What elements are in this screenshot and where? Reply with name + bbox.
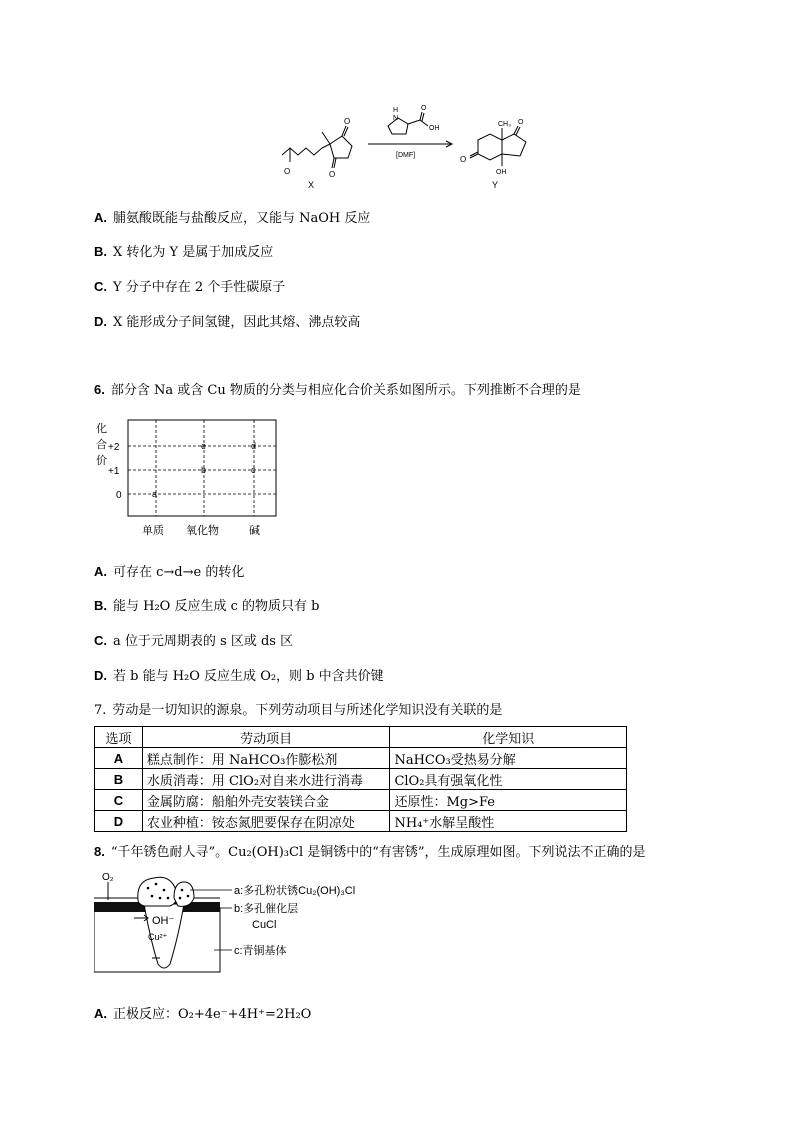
point-d: d bbox=[251, 441, 257, 451]
row-option: D bbox=[95, 811, 143, 832]
label-b: b:多孔催化层 bbox=[234, 903, 299, 915]
row-knowledge: NaHCO₃受热易分解 bbox=[390, 748, 627, 769]
row-option: C bbox=[95, 790, 143, 811]
y-ch3: CH₃ bbox=[498, 121, 511, 128]
q6-stem: 6. 部分含 Na 或含 Cu 物质的分类与相应化合价关系如图所示。下列推断不合理的是 bbox=[94, 382, 581, 398]
table-row bbox=[95, 748, 627, 769]
q5-option-c: C. Y 分子中存在 2 个手性碳原子 bbox=[94, 279, 286, 295]
molecule-y bbox=[470, 126, 526, 166]
x-oxygen-3: O bbox=[329, 170, 336, 179]
q6-option-a: A. 可存在 c→d→e 的转化 bbox=[94, 564, 245, 580]
o2-label: O₂ bbox=[102, 872, 114, 883]
header-labor: 劳动项目 bbox=[142, 727, 390, 748]
catalyst-o: O bbox=[421, 105, 427, 112]
table-row bbox=[95, 790, 627, 811]
tick-0: 0 bbox=[116, 490, 122, 501]
q7-stem: 7. 劳动是一切知识的源泉。下列劳动项目与所述化学知识没有关联的是 bbox=[94, 703, 503, 718]
row-labor: 农业种植：铵态氮肥要保存在阴凉处 bbox=[142, 811, 390, 832]
x-oxygen-1: O bbox=[284, 167, 291, 176]
label-b-cucl: CuCl bbox=[252, 919, 277, 931]
x-label-base: 碱 bbox=[249, 525, 260, 537]
row-option: A bbox=[95, 748, 143, 769]
point-a: a bbox=[152, 489, 158, 499]
q8-stem: 8. “千年锈色耐人寻”。Cu₂(OH)₃Cl 是铜锈中的“有害锈”，生成原理如图。下列说法不正确的是 bbox=[94, 844, 646, 860]
label-a: a:多孔粉状锈Cu₂(OH)₃Cl bbox=[234, 885, 356, 897]
label-y: Y bbox=[492, 180, 499, 190]
solvent-label: [DMF] bbox=[396, 152, 416, 159]
row-labor: 水质消毒：用 ClO₂对自来水进行消毒 bbox=[142, 769, 390, 790]
row-labor: 糕点制作：用 NaHCO₃作膨松剂 bbox=[142, 748, 390, 769]
point-b: b bbox=[201, 465, 207, 475]
valence-chart bbox=[94, 418, 284, 540]
table-row bbox=[95, 811, 627, 832]
tick-plus2: +2 bbox=[108, 442, 120, 453]
corrosion-diagram bbox=[94, 868, 434, 978]
point-c: c bbox=[251, 465, 256, 475]
q5-option-a: A. 脯氨酸既能与盐酸反应，又能与 NaOH 反应 bbox=[94, 210, 371, 226]
molecule-x bbox=[282, 126, 352, 168]
header-option: 选项 bbox=[95, 727, 143, 748]
q6-option-b: B. 能与 H₂O 反应生成 c 的物质只有 b bbox=[94, 598, 320, 614]
catalyst-h: H bbox=[393, 107, 399, 114]
q6-option-c: C. a 位于元周期表的 s 区或 ds 区 bbox=[94, 633, 294, 649]
y-title-2: 合 bbox=[96, 439, 107, 451]
y-oh: OH bbox=[496, 169, 507, 176]
table-header-row bbox=[95, 727, 627, 748]
x-label-element: 单质 bbox=[142, 525, 164, 537]
y-title-3: 价 bbox=[96, 455, 107, 467]
y-title-1: 化 bbox=[96, 423, 107, 435]
y-oxygen-2: O bbox=[460, 155, 467, 164]
header-knowledge: 化学知识 bbox=[390, 727, 627, 748]
row-knowledge: ClO₂具有强氧化性 bbox=[390, 769, 627, 790]
q5-option-d: D. X 能形成分子间氢键，因此其熔、沸点较高 bbox=[94, 314, 361, 330]
x-label-oxide: 氧化物 bbox=[186, 525, 219, 537]
catalyst-n: N bbox=[393, 115, 399, 122]
q5-option-b: B. X 转化为 Y 是属于加成反应 bbox=[94, 244, 274, 260]
tick-plus1: +1 bbox=[108, 466, 120, 477]
row-labor: 金属防腐：船舶外壳安装镁合金 bbox=[142, 790, 390, 811]
table-row bbox=[95, 769, 627, 790]
q6-option-d: D. 若 b 能与 H₂O 反应生成 O₂，则 b 中含共价键 bbox=[94, 668, 384, 684]
row-option: B bbox=[95, 769, 143, 790]
x-oxygen-2: O bbox=[344, 117, 351, 126]
reaction-scheme bbox=[270, 100, 550, 195]
row-knowledge: 还原性：Mg>Fe bbox=[390, 790, 627, 811]
label-c: c:青铜基体 bbox=[234, 945, 287, 957]
row-knowledge: NH₄⁺水解呈酸性 bbox=[390, 811, 627, 832]
q7-table bbox=[94, 726, 627, 832]
label-x: X bbox=[308, 180, 315, 190]
oh-label: OH⁻ bbox=[152, 915, 175, 927]
cu-label: Cu²⁺ bbox=[148, 932, 168, 942]
q8-option-a: A. 正极反应：O₂+4e⁻+4H⁺=2H₂O bbox=[94, 1006, 312, 1022]
y-oxygen-1: O bbox=[518, 119, 524, 126]
point-e: e bbox=[201, 441, 207, 451]
catalyst-oh: OH bbox=[429, 125, 440, 132]
